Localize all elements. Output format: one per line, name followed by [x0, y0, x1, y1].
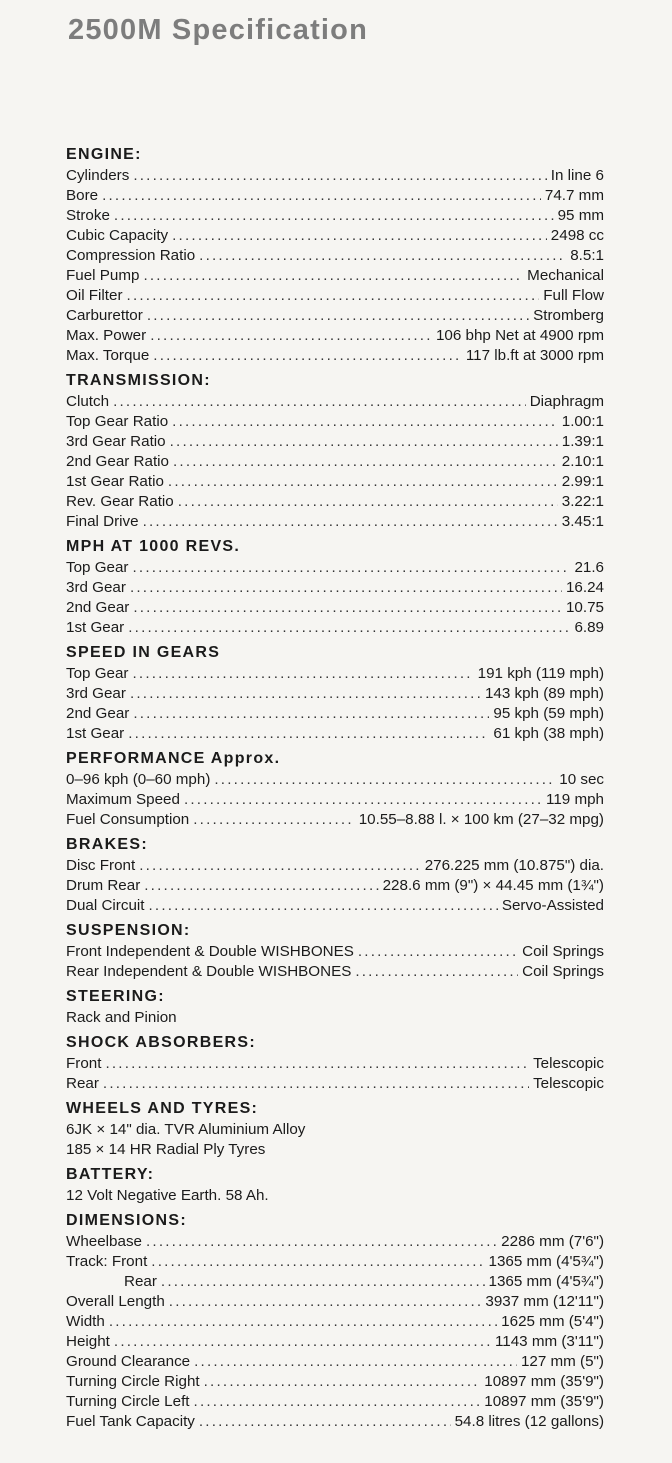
spec-label: Turning Circle Right: [66, 1373, 200, 1390]
spec-row: [66, 578, 604, 598]
spec-row: [66, 664, 604, 684]
dot-leader: [128, 724, 489, 744]
spec-label: 3rd Gear: [66, 685, 126, 702]
spec-label: Overall Length: [66, 1293, 165, 1310]
spec-value: Telescopic: [533, 1075, 604, 1092]
spec-row: [66, 790, 604, 810]
spec-row: [66, 684, 604, 704]
dot-leader: [113, 392, 526, 412]
specification-list: [66, 144, 604, 1436]
spec-value: 1.39:1: [561, 433, 604, 450]
spec-label: Dual Circuit: [66, 897, 145, 914]
spec-label: Ground Clearance: [66, 1353, 191, 1370]
dot-leader: [194, 1392, 481, 1412]
spec-row: [66, 1372, 604, 1392]
spec-row: [66, 226, 604, 246]
spec-row: [66, 1272, 604, 1292]
dot-leader: [355, 962, 518, 982]
dot-leader: [199, 1412, 451, 1432]
spec-row: [66, 770, 604, 790]
spec-row: [66, 856, 604, 876]
spec-label: Turning Circle Left: [66, 1393, 190, 1410]
section-transmission: [66, 370, 604, 532]
spec-value: Stromberg: [533, 307, 604, 324]
spec-row: [66, 1074, 604, 1094]
section-brakes: [66, 834, 604, 916]
spec-line: 6JK × 14" dia. TVR Aluminium Alloy: [66, 1121, 306, 1138]
spec-row: [66, 472, 604, 492]
spec-row: [66, 724, 604, 744]
spec-label: 2nd Gear Ratio: [66, 453, 169, 470]
spec-label: Final Drive: [66, 513, 139, 530]
spec-row: [66, 1054, 604, 1074]
spec-label: Top Gear: [66, 665, 129, 682]
spec-value: 95 mm: [557, 207, 604, 224]
spec-value: 61 kph (38 mph): [493, 725, 604, 742]
spec-label: Carburettor: [66, 307, 143, 324]
spec-value: 127 mm (5"): [520, 1353, 604, 1370]
section-mph-at-1000-revs: [66, 536, 604, 638]
spec-row: [66, 962, 604, 982]
spec-value: 54.8 litres (12 gallons): [454, 1413, 604, 1430]
spec-row: [66, 1332, 604, 1352]
section-battery: [66, 1164, 604, 1206]
spec-label: 1st Gear: [66, 619, 125, 636]
spec-value: 3937 mm (12'11"): [485, 1293, 604, 1310]
spec-label: Bore: [66, 187, 99, 204]
spec-label: Wheelbase: [66, 1233, 142, 1250]
section-heading: WHEELS AND TYRES:: [66, 1100, 259, 1117]
section-heading: MPH AT 1000 REVS.: [66, 538, 241, 555]
section-heading: SHOCK ABSORBERS:: [66, 1034, 256, 1051]
spec-label: Clutch: [66, 393, 110, 410]
dot-leader: [143, 512, 558, 532]
dot-leader: [133, 704, 489, 724]
spec-row: [66, 1292, 604, 1312]
dot-leader: [153, 346, 462, 366]
spec-label: Top Gear Ratio: [66, 413, 169, 430]
spec-row: [66, 1352, 604, 1372]
dot-leader: [109, 1312, 497, 1332]
spec-row: [66, 1392, 604, 1412]
spec-value: Telescopic: [533, 1055, 604, 1072]
spec-label: Front: [66, 1055, 102, 1072]
section-performance-approx: [66, 748, 604, 830]
spec-row: [66, 266, 604, 286]
spec-row: [66, 1312, 604, 1332]
spec-row: [66, 452, 604, 472]
spec-row: [66, 1252, 604, 1272]
spec-label: Front Independent & Double WISHBONES: [66, 943, 354, 960]
spec-value: Diaphragm: [529, 393, 604, 410]
section-steering: [66, 986, 604, 1028]
dot-leader: [184, 790, 542, 810]
spec-value: 10 sec: [559, 771, 604, 788]
dot-leader: [150, 326, 432, 346]
spec-label: Rear: [66, 1075, 99, 1092]
spec-label: 2nd Gear: [66, 705, 130, 722]
spec-value: 3.22:1: [561, 493, 604, 510]
dot-leader: [146, 1232, 497, 1252]
spec-row: [66, 392, 604, 412]
spec-value: 2286 mm (7'6"): [501, 1233, 604, 1250]
spec-value: 2.99:1: [561, 473, 604, 490]
spec-value: 1625 mm (5'4"): [501, 1313, 604, 1330]
spec-value: 2498 cc: [550, 227, 604, 244]
dot-leader: [114, 1332, 491, 1352]
dot-leader: [114, 206, 554, 226]
dot-leader: [132, 558, 570, 578]
section-engine: [66, 144, 604, 366]
spec-label: Max. Power: [66, 327, 147, 344]
spec-label: Rear: [124, 1273, 157, 1290]
spec-row: [66, 1412, 604, 1432]
dot-leader: [143, 266, 523, 286]
dot-leader: [169, 1292, 482, 1312]
spec-value: 10.55–8.88 l. × 100 km (27–32 mpg): [358, 811, 604, 828]
spec-row: [66, 876, 604, 896]
spec-value: Coil Springs: [522, 963, 604, 980]
spec-label: Fuel Pump: [66, 267, 140, 284]
dot-leader: [147, 306, 529, 326]
section-heading: TRANSMISSION:: [66, 372, 211, 389]
spec-label: 3rd Gear: [66, 579, 126, 596]
spec-value: 6.89: [574, 619, 604, 636]
spec-value: 117 lb.ft at 3000 rpm: [465, 347, 604, 364]
spec-label: Fuel Tank Capacity: [66, 1413, 195, 1430]
spec-row: [66, 492, 604, 512]
spec-label: Rev. Gear Ratio: [66, 493, 174, 510]
dot-leader: [168, 472, 558, 492]
spec-row: [66, 412, 604, 432]
spec-value: Coil Springs: [522, 943, 604, 960]
spec-row: [66, 512, 604, 532]
spec-row: [66, 704, 604, 724]
spec-label: Maximum Speed: [66, 791, 180, 808]
spec-row: [66, 618, 604, 638]
spec-value: 106 bhp Net at 4900 rpm: [435, 327, 604, 344]
dot-leader: [144, 876, 378, 896]
spec-label: 0–96 kph (0–60 mph): [66, 771, 211, 788]
section-heading: DIMENSIONS:: [66, 1212, 187, 1229]
spec-line: 12 Volt Negative Earth. 58 Ah.: [66, 1187, 269, 1204]
dot-leader: [132, 664, 473, 684]
spec-label: Cylinders: [66, 167, 130, 184]
dot-leader: [204, 1372, 481, 1392]
dot-leader: [127, 286, 540, 306]
spec-row: [66, 1232, 604, 1252]
dot-leader: [194, 1352, 517, 1372]
spec-value: 10897 mm (35'9"): [484, 1393, 604, 1410]
spec-value: 10.75: [565, 599, 604, 616]
section-wheels-and-tyres: [66, 1098, 604, 1160]
spec-row: [66, 346, 604, 366]
section-shock-absorbers: [66, 1032, 604, 1094]
spec-label: Height: [66, 1333, 110, 1350]
spec-row: [66, 326, 604, 346]
spec-value: Full Flow: [543, 287, 604, 304]
dot-leader: [139, 856, 420, 876]
spec-row: [66, 286, 604, 306]
spec-value: 3.45:1: [561, 513, 604, 530]
dot-leader: [172, 226, 547, 246]
section-heading: STEERING:: [66, 988, 165, 1005]
section-heading: PERFORMANCE Approx.: [66, 750, 281, 767]
spec-value: 1143 mm (3'11"): [494, 1333, 604, 1350]
spec-row: [66, 246, 604, 266]
dot-leader: [133, 598, 562, 618]
spec-label: Compression Ratio: [66, 247, 196, 264]
spec-value: 1.00:1: [561, 413, 604, 430]
spec-label: Width: [66, 1313, 105, 1330]
spec-value: 1365 mm (4'5¾"): [488, 1253, 604, 1270]
spec-value: 228.6 mm (9") × 44.45 mm (1¾"): [382, 877, 604, 894]
spec-row: [66, 306, 604, 326]
page-title: 2500M Specification: [68, 14, 369, 46]
spec-row: [66, 186, 604, 206]
dot-leader: [170, 432, 558, 452]
spec-value: 95 kph (59 mph): [493, 705, 604, 722]
spec-label: Top Gear: [66, 559, 129, 576]
spec-value: Servo-Assisted: [501, 897, 604, 914]
spec-row: [66, 166, 604, 186]
spec-value: 74.7 mm: [544, 187, 604, 204]
spec-label: 2nd Gear: [66, 599, 130, 616]
spec-label: Stroke: [66, 207, 110, 224]
dot-leader: [151, 1252, 484, 1272]
spec-value: 2.10:1: [561, 453, 604, 470]
dot-leader: [173, 452, 558, 472]
spec-line: 185 × 14 HR Radial Ply Tyres: [66, 1141, 266, 1158]
dot-leader: [199, 246, 566, 266]
spec-label: Fuel Consumption: [66, 811, 190, 828]
dot-leader: [130, 578, 562, 598]
dot-leader: [128, 618, 570, 638]
dot-leader: [358, 942, 518, 962]
section-dimensions: [66, 1210, 604, 1432]
dot-leader: [103, 1074, 529, 1094]
dot-leader: [193, 810, 354, 830]
spec-label: 1st Gear Ratio: [66, 473, 164, 490]
spec-value: 143 kph (89 mph): [484, 685, 604, 702]
dot-leader: [105, 1054, 529, 1074]
dot-leader: [161, 1272, 485, 1292]
spec-row: [66, 810, 604, 830]
section-heading: ENGINE:: [66, 146, 142, 163]
dot-leader: [214, 770, 555, 790]
spec-value: 191 kph (119 mph): [477, 665, 604, 682]
spec-label: 1st Gear: [66, 725, 125, 742]
spec-value: 119 mph: [546, 791, 604, 808]
section-heading: BRAKES:: [66, 836, 148, 853]
section-suspension: [66, 920, 604, 982]
spec-label: Track: Front: [66, 1253, 148, 1270]
spec-line: Rack and Pinion: [66, 1009, 177, 1026]
spec-value: 276.225 mm (10.875") dia.: [424, 857, 604, 874]
dot-leader: [172, 412, 558, 432]
spec-value: Mechanical: [527, 267, 604, 284]
dot-leader: [178, 492, 558, 512]
dot-leader: [149, 896, 498, 916]
spec-label: Rear Independent & Double WISHBONES: [66, 963, 352, 980]
dot-leader: [130, 684, 481, 704]
section-heading: SUSPENSION:: [66, 922, 191, 939]
section-speed-in-gears: [66, 642, 604, 744]
section-heading: BATTERY:: [66, 1166, 155, 1183]
spec-label: Disc Front: [66, 857, 136, 874]
spec-value: 1365 mm (4'5¾"): [488, 1273, 604, 1290]
spec-label: Max. Torque: [66, 347, 150, 364]
spec-row: [66, 896, 604, 916]
spec-value: In line 6: [550, 167, 604, 184]
spec-label: Oil Filter: [66, 287, 123, 304]
spec-value: 10897 mm (35'9"): [484, 1373, 604, 1390]
spec-label: Cubic Capacity: [66, 227, 169, 244]
section-heading: SPEED IN GEARS: [66, 644, 221, 661]
dot-leader: [102, 186, 541, 206]
spec-value: 16.24: [565, 579, 604, 596]
spec-row: [66, 598, 604, 618]
spec-row: [66, 942, 604, 962]
spec-value: 8.5:1: [570, 247, 604, 264]
spec-label: Drum Rear: [66, 877, 141, 894]
spec-label: 3rd Gear Ratio: [66, 433, 166, 450]
dot-leader: [133, 166, 546, 186]
spec-row: [66, 432, 604, 452]
spec-row: [66, 558, 604, 578]
spec-value: 21.6: [574, 559, 604, 576]
spec-row: [66, 206, 604, 226]
